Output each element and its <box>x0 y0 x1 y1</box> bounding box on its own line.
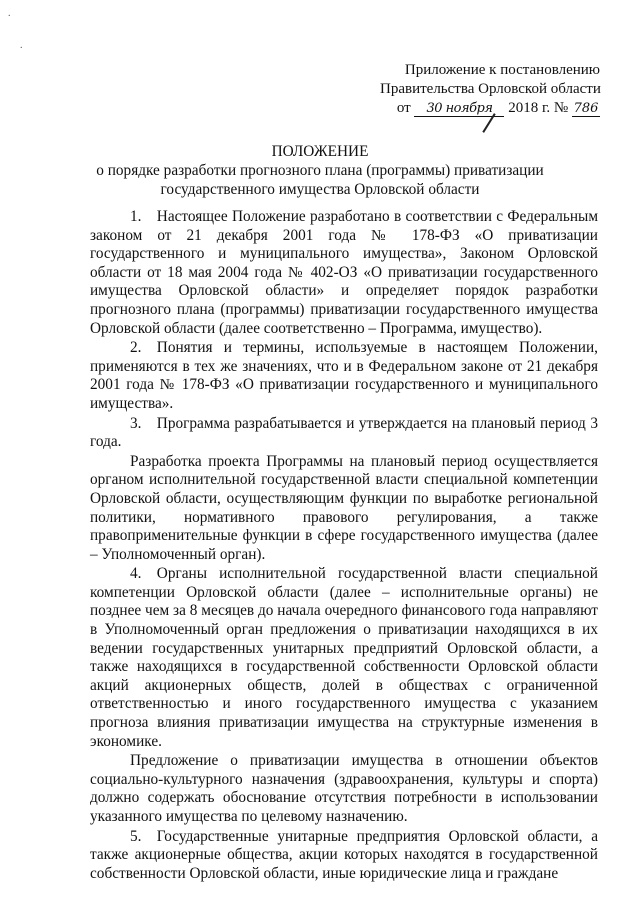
date-prefix: от <box>396 100 411 116</box>
paragraph-4: 4. Органы исполнительной государственной власти специальной компетенции Орловской области (далее – исполнительные органы) не позднее чем за 8 месяцев до начала очередного финансового года направляют в Уполномоченный орган предложения о приватизации находящихся в их ведении государственных унитарных предприятий Орловской области, а также находящихся в государственной собственности Орловской области акций акционерных обществ, долей в обществах с ограниченной ответственностью и иного государственного имущества с указанием прогноза влияния приватизации имущества на структурные изменения в экономике. <box>90 565 598 750</box>
paragraph-1: 1. Настоящее Положение разработано в соответствии с Федеральным законом от 21 декабря 2001 года № 178-ФЗ «О приватизации государственного и муниципального имущества», Законом Орловской области от 18 мая 2004 года № 402-ОЗ «О приватизации государственного имущества Орловской области» и определяет порядок разработки прогнозного плана (программы) приватизации государственного имущества Орловской области (далее соответственно – Программа, имущество). <box>90 208 598 337</box>
document-subtitle-line-1: о порядке разработки прогнозного плана (программы) приватизации <box>96 162 544 179</box>
document-subtitle-line-2: государственного имущества Орловской области <box>160 181 480 198</box>
document-body <box>90 208 598 884</box>
scan-speck: . <box>20 40 23 51</box>
attachment-header <box>380 61 600 118</box>
attachment-line-1: Приложение к постановлению <box>404 62 600 78</box>
handwritten-number: 786 <box>573 101 599 116</box>
scan-speck: . <box>8 8 11 19</box>
paragraph-5: 5. Государственные унитарные предприятия Орловской области, а также акционерные общества, акции которых находятся в государственной собственности Орловской области, иные юридические лица и граждане <box>90 827 598 882</box>
document-title: ПОЛОЖЕНИЕ <box>271 143 369 160</box>
attachment-line-2: Правительства Орловской области <box>380 81 601 97</box>
paragraph-4-continued: Предложение о приватизации имущества в отношении объектов социально-культурного назначения (здравоохранения, культуры и спорта) должно содержать обоснование отсутствия потребности в использовании указанного имущества по целевому назначению. <box>90 752 598 825</box>
handwritten-date: 30 ноября <box>414 102 504 117</box>
date-suffix: 2018 г. № <box>508 100 569 116</box>
paragraph-2: 2. Понятия и термины, используемые в настоящем Положении, применяются в тех же значениях, что и в Федеральном законе от 21 декабря 2001 года № 178-ФЗ «О приватизации государственного и муниципального имущества». <box>90 339 598 412</box>
attachment-line-3 <box>380 99 600 118</box>
paragraph-3-continued: Разработка проекта Программы на плановый период осуществляется органом исполнительной государственной власти специальной компетенции Орловской области, осуществляющим функции по выработке региональной политики, нормативного правового регулирования, а также правоприменительные функции в сфере государственного имущества (далее – Уполномоченный орган). <box>90 452 598 563</box>
paragraph-3: 3. Программа разрабатывается и утверждается на плановый период 3 года. <box>90 414 598 451</box>
